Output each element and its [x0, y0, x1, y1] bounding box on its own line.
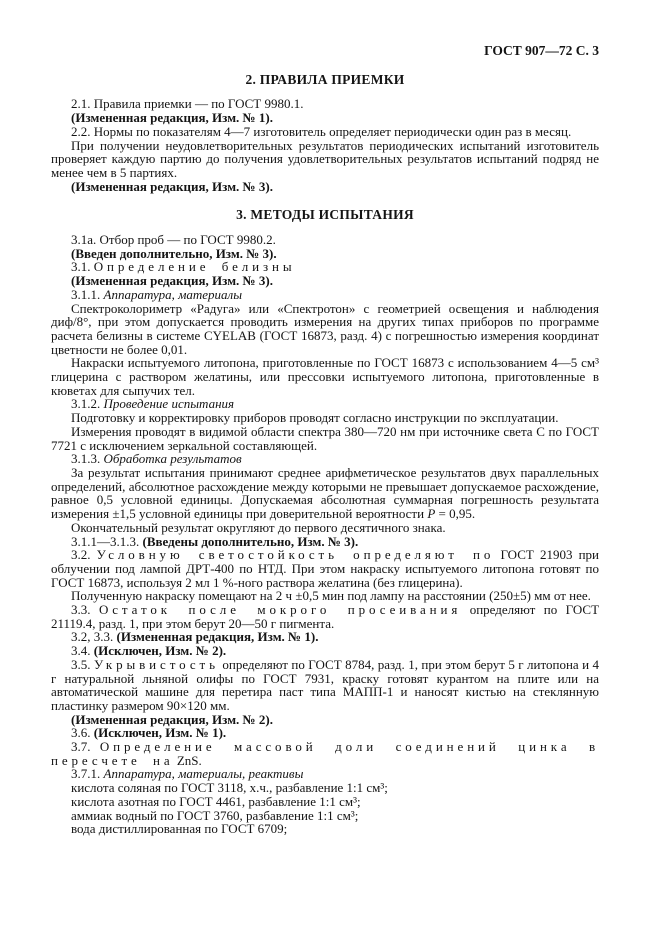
paragraph [51, 356, 599, 397]
paragraph [51, 97, 599, 111]
text-run: 2.2. Нормы по показателям 4—7 изготовитель определяет периодически один раз в месяц. [71, 123, 572, 139]
text-run: Накраски испытуемого литопона, приготовленные по ГОСТ 16873 с использованием 4—5 см³ глицерина с раствором желатины, или прессовки испытуемого литопона, приготовленные в кюветах для сыпучих тел. [51, 355, 599, 398]
paragraph [51, 452, 599, 466]
text-run: вода дистиллированная по ГОСТ 6709; [71, 821, 288, 837]
text-run: Проведение испытания [103, 396, 235, 412]
text-run: Р [427, 506, 436, 522]
paragraph [51, 822, 599, 836]
paragraph [51, 795, 599, 809]
text-run: (Измененная редакция, Изм. № 3). [71, 273, 273, 289]
paragraph [51, 397, 599, 411]
paragraph [51, 274, 599, 288]
text-run: Окончательный результат округляют до первого десятичного знака. [71, 519, 446, 535]
text-run: 3.1а. Отбор проб — по ГОСТ 9980.2. [71, 232, 276, 248]
paragraph [51, 726, 599, 740]
paragraph [51, 809, 599, 823]
text-run: 3.1.1. [71, 286, 104, 302]
paragraph [51, 713, 599, 727]
text-run: 3.7. [71, 739, 100, 755]
section-title: 2. ПРАВИЛА ПРИЕМКИ [245, 71, 405, 87]
text-run: 3.2. [71, 547, 97, 563]
text-run: Аппаратура, материалы [103, 286, 243, 302]
paragraph [51, 589, 599, 603]
text-run: 3.5. [71, 656, 94, 672]
text-run: Измерения проводят в видимой области спектра 380—720 нм при источнике света С по ГОСТ 7721 с исключением зеркальной составляющей. [51, 423, 599, 453]
paragraph [51, 466, 599, 521]
section-title: 3. МЕТОДЫ ИСПЫТАНИЯ [236, 207, 414, 223]
paragraph [51, 603, 599, 630]
text-run: (Исключен, Изм. № 2). [93, 643, 227, 659]
text-run: Аппаратура, материалы, реактивы [103, 766, 304, 782]
text-run: 3.1.3. [71, 451, 104, 467]
text-run: 3.7.1. [71, 766, 104, 782]
paragraph [51, 548, 599, 589]
paragraph [51, 644, 599, 658]
document-code: ГОСТ 907—72 С. 3 [484, 43, 599, 58]
text-run: (Измененная редакция, Изм. № 1). [116, 629, 319, 645]
paragraph [51, 658, 599, 713]
text-run: определяют по ГОСТ 8784, разд. 1, при этом берут 5 г литопона и 4 г натуральной льняной олифы по ГОСТ 7931, краску готовят курантом на плите или на автоматической машине для перетира паст типа МАПП-1 и наносят кистью на стеклянную пластинку размером 90×120 мм. [51, 656, 600, 713]
paragraph [51, 260, 599, 274]
text-run: ГОСТ 21903 при облучении под лампой ДРТ-400 по НТД. При этом накраску испытуемого литопона готовят по ГОСТ 16873, используя 2 мл 1 %-ного раствора желатина (без глицерина). [51, 547, 600, 590]
text-run: (Измененная редакция, Изм. № 2). [71, 711, 273, 727]
paragraph [51, 630, 599, 644]
text-run: 3.2, 3.3. [71, 629, 117, 645]
paragraph [51, 521, 599, 535]
text-run: Определение массовой доли соединений цинка в пересчете на [51, 739, 600, 768]
text-run: 2.1. Правила приемки — по ГОСТ 9980.1. [71, 96, 304, 112]
text-run: За результат испытания принимают среднее арифметическое результатов двух параллельных определений, абсолютное расхождение между которыми не превышает допускаемое расхождение, равное 0,5 условной единицы. Допускаемая абсолютная суммарная погрешность результата измерения ±1,5 условной единицы при доверительной вероятности [51, 464, 599, 522]
text-run: Полученную накраску помещают на 2 ч ±0,5 мин под лампу на расстоянии (250±5) мм от нее. [71, 588, 591, 604]
paragraph [51, 288, 599, 302]
paragraph [51, 767, 599, 781]
text-run: (Измененная редакция, Изм. № 1). [71, 110, 273, 126]
paragraph [51, 302, 599, 357]
text-run: Обработка результатов [103, 451, 242, 467]
text-run: 3.1.2. [71, 396, 104, 412]
text-run: определяют по ГОСТ 21119.4, разд. 1, при этом берут 20—50 г пигмента. [51, 602, 600, 631]
paragraph [51, 139, 599, 180]
text-run: (Измененная редакция, Изм. № 3). [71, 178, 273, 194]
text-run: (Исключен, Изм. № 1). [93, 725, 227, 741]
text-run: 3.1. [71, 259, 94, 275]
text-run: (Введены дополнительно, Изм. № 3). [142, 533, 359, 549]
text-run: 3.6. [71, 725, 94, 741]
text-run: При получении неудовлетворительных результатов периодических испытаний изготовитель проверяет каждую партию до получения удовлетворительных результатов испытаний подряд не менее чем в 5 партиях. [51, 137, 599, 180]
paragraph [51, 535, 599, 549]
paragraph [51, 247, 599, 261]
paragraph [51, 180, 599, 194]
paragraph [51, 125, 599, 139]
text-run: Условную светостойкость определяют по [96, 547, 495, 563]
text-run: Спектроколориметр «Радуга» или «Спектротон» с геометрией освещения и наблюдения диф/8°, при этом допускается проводить измерения на других типах приборов по программе расчета белизны в системе CYELAB (ГОСТ 16873, разд. 4) с погрешностью измерения координат цветности не более 0,01. [51, 300, 599, 357]
document-body [51, 73, 599, 836]
text-run: Укрывистость [93, 656, 219, 672]
text-run: Остаток после мокрого просеивания [98, 602, 462, 618]
paragraph [51, 233, 599, 247]
paragraph [51, 425, 599, 452]
text-run: Определение белизны [93, 259, 296, 275]
text-run: = 0,95. [435, 506, 476, 522]
text-run: Подготовку и корректировку приборов проводят согласно инструкции по эксплуатации. [71, 410, 559, 426]
text-run: аммиак водный по ГОСТ 3760, разбавление 1:1 см³; [71, 807, 359, 823]
paragraph [51, 411, 599, 425]
text-run: (Введен дополнительно, Изм. № 3). [71, 245, 277, 261]
paragraph [51, 111, 599, 125]
paragraph [51, 740, 599, 767]
page-header [51, 44, 599, 58]
text-run: кислота соляная по ГОСТ 3118, х.ч., разбавление 1:1 см³; [71, 780, 388, 796]
text-run: 3.1.1—3.1.3. [71, 533, 143, 549]
paragraph [51, 781, 599, 795]
text-run: ZnS. [173, 752, 202, 768]
text-run: 3.4. [71, 643, 94, 659]
text-run: кислота азотная по ГОСТ 4461, разбавление 1:1 см³; [71, 793, 361, 809]
text-run: 3.3. [71, 602, 99, 618]
